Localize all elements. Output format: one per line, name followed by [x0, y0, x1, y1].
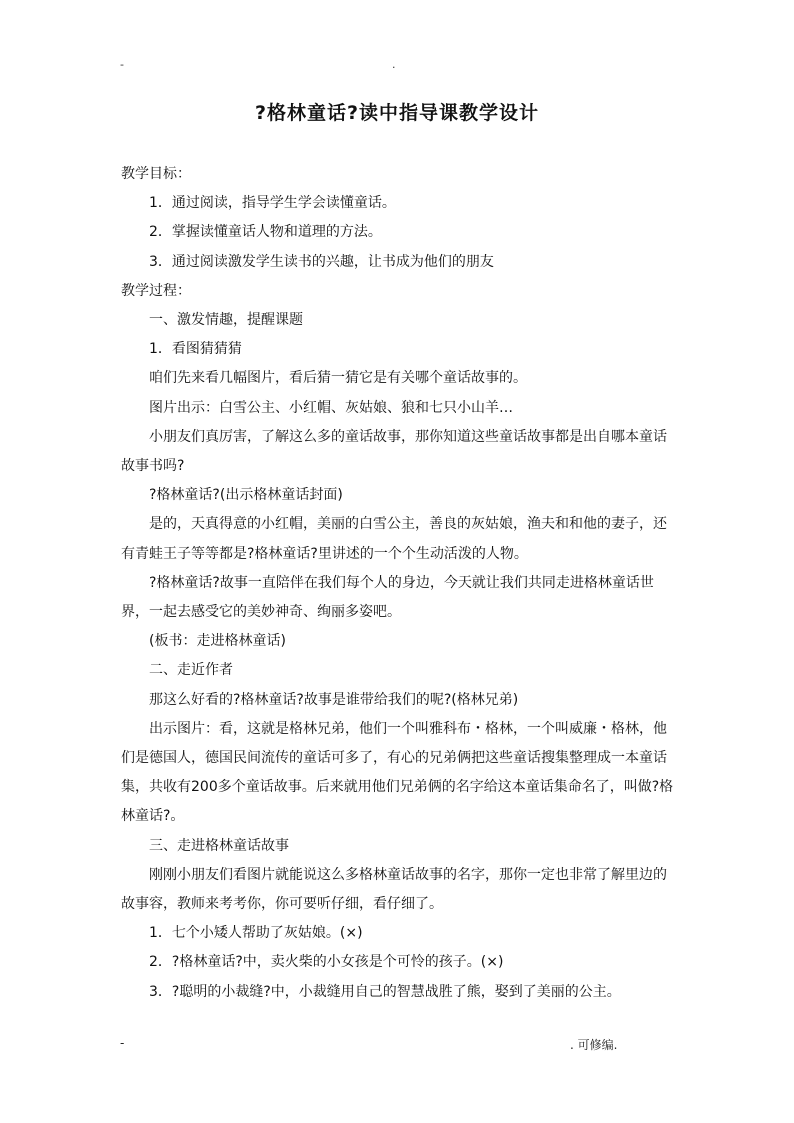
section-heading-objectives: 教学目标：	[121, 166, 191, 182]
step-heading: 二、走近作者	[149, 662, 233, 679]
paragraph: ?格林童话?(出示格林童话封面)	[149, 487, 343, 504]
objective-item: 1．通过阅读，指导学生学会读懂童话。	[149, 195, 396, 212]
step-heading: 三、走进格林童话故事	[149, 837, 289, 854]
quiz-item: 3．?聪明的小裁缝?中，小裁缝用自己的智慧战胜了熊，娶到了美丽的公主。	[149, 983, 621, 1000]
document-body	[121, 160, 677, 1007]
quiz-item: 2．?格林童话?中，卖火柴的小女孩是个可怜的孩子。(×)	[149, 954, 504, 971]
paragraph: 出示图片：看，这就是格林兄弟，他们一个叫雅科布・格林，一个叫威廉・格林，他们是德国人，德国民间流传的童话可多了，有心的兄弟俩把这些童话搜集整理成一本童话集，共收有200多个童话故事。后来就用他们兄弟俩的名字给这本童话集命名了，叫做?格林童话?。	[121, 720, 674, 825]
paragraph: 小朋友们真厉害，了解这么多的童话故事，那你知道这些童话故事都是出自哪本童话故事书吗?	[121, 428, 667, 475]
paragraph: ?格林童话?故事一直陪伴在我们每个人的身边，今天就让我们共同走进格林童话世界，一起去感受它的美妙神奇、绚丽多姿吧。	[121, 574, 654, 621]
step-heading: 一、激发情趣，提醒课题	[149, 312, 303, 329]
document-title: ?格林童话?读中指导课教学设计	[254, 102, 540, 124]
footer-editable-note: . 可修编.	[570, 1038, 618, 1052]
header-left-mark: -	[120, 58, 124, 71]
paragraph: 是的，天真得意的小红帽，美丽的白雪公主，善良的灰姑娘，渔夫和和他的妻子，还有青蛙王子等等都是?格林童话?里讲述的一个个生动活泼的人物。	[121, 516, 667, 562]
paragraph: 咱们先来看几幅图片，看后猜一猜它是有关哪个童话故事的。	[149, 370, 527, 387]
paragraph: 那这么好看的?格林童话?故事是谁带给我们的呢?(格林兄弟)	[149, 691, 519, 708]
quiz-item: 1．七个小矮人帮助了灰姑娘。(×)	[149, 925, 363, 942]
paragraph: 图片出示：白雪公主、小红帽、灰姑娘、狼和七只小山羊…	[149, 399, 513, 416]
step-subheading: 1．看图猜猜猜	[149, 341, 242, 358]
objective-item: 3．通过阅读激发学生读书的兴趣，让书成为他们的朋友	[149, 253, 494, 270]
footer-left-mark: -	[120, 1036, 125, 1050]
header-center-mark: .	[392, 58, 396, 71]
section-heading-process: 教学过程：	[121, 282, 191, 299]
objective-item: 2．掌握读懂童话人物和道理的方法。	[149, 224, 382, 241]
paragraph: 刚刚小朋友们看图片就能说这么多格林童话故事的名字，那你一定也非常了解里边的故事容，教师来考考你，你可要听仔细，看仔细了。	[121, 866, 667, 913]
board-note: (板书：走进格林童话)	[149, 633, 286, 650]
